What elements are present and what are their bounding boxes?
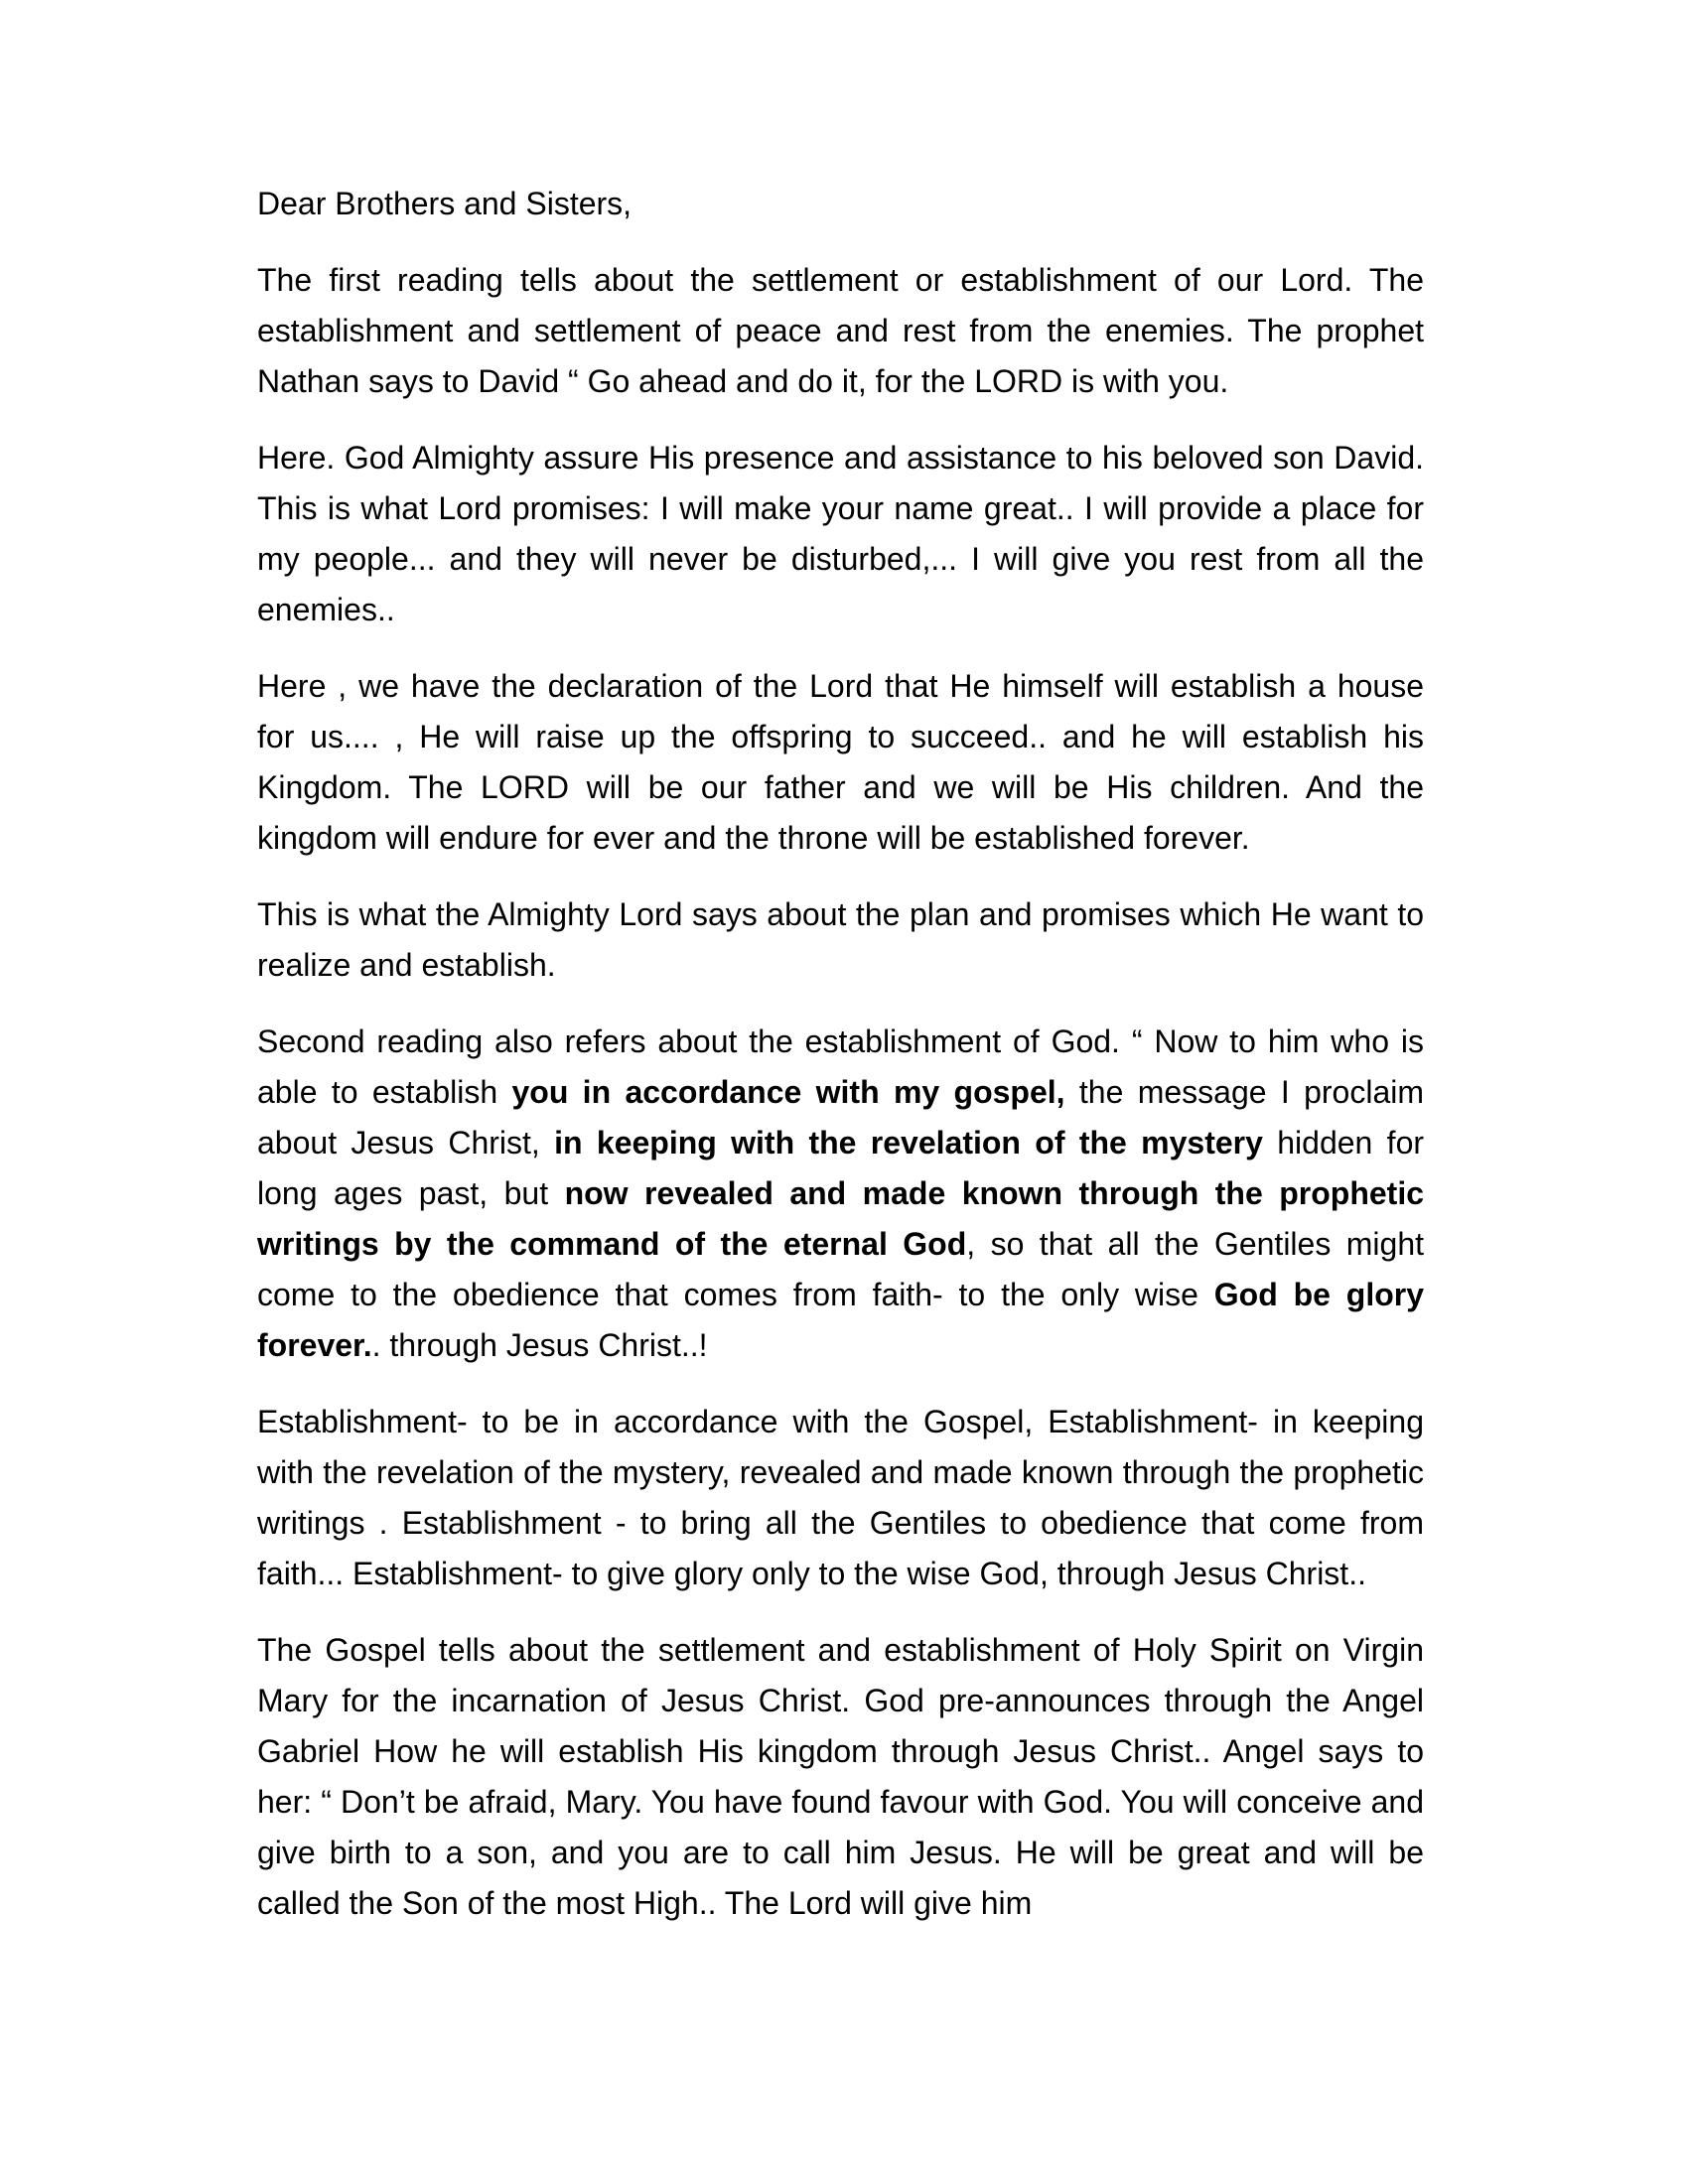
paragraph-establishment-list: Establishment- to be in accordance with the Gospel, Establishment- in keeping with the revelation of the mystery, revealed and made known through the prophetic writings . Establishment - to bring all the Gentiles to obedience that come from faith... Establishment- to give glory only to the wise God, through Jesus Christ.. — [257, 1404, 1424, 1591]
text-run: Second reading also refers about the establishment of God. “ Now to him who is able to establish — [257, 1024, 1424, 1110]
bold-run: now revealed and made known through the prophetic writings by the command of the eternal God — [257, 1175, 1425, 1262]
bold-run: you in accordance with my gospel, — [511, 1074, 1065, 1110]
text-run: hidden for long ages past, but — [257, 1125, 1425, 1211]
text-run: , so that all the Gentiles might come to the obedience that comes from faith- to the only wise — [257, 1226, 1425, 1312]
document-body — [257, 179, 1424, 1955]
text-run: . through Jesus Christ..! — [371, 1327, 708, 1363]
paragraph-gospel: The Gospel tells about the settlement and establishment of Holy Spirit on Virgin Mary for the incarnation of Jesus Christ. God pre-announces through the Angel Gabriel How he will establish His kingdom through Jesus Christ.. Angel says to her: “ Don’t be afraid, Mary. You have found favour with God. You will conceive and give birth to a son, and you are to call him Jesus. He will be great and will be called the Son of the most High.. The Lord will give him — [257, 1632, 1424, 1921]
paragraph-god-promises: Here. God Almighty assure His presence and assistance to his beloved son David. This is what Lord promises: I will make your name great.. I will provide a place for my people... and they will never be disturbed,... I will give you rest from all the enemies.. — [257, 440, 1424, 627]
paragraph-second-reading — [257, 1017, 1424, 1371]
bold-run: in keeping with the revelation of the mystery — [554, 1125, 1263, 1160]
paragraph-first-reading: The first reading tells about the settlement or establishment of our Lord. The establishment and settlement of peace and rest from the enemies. The prophet Nathan says to David “ Go ahead and do it, for the LORD is with you. — [257, 262, 1424, 399]
salutation: Dear Brothers and Sisters, — [257, 186, 633, 221]
bold-run: God be glory forever. — [257, 1277, 1425, 1363]
text-run: the message I proclaim about Jesus Christ, — [257, 1074, 1425, 1160]
paragraph-plan-promises: This is what the Almighty Lord says about the plan and promises which He want to realize and establish. — [257, 896, 1424, 983]
paragraph-declaration: Here , we have the declaration of the Lord that He himself will establish a house for us.... , He will raise up the offspring to succeed.. and he will establish his Kingdom. The LORD will be our father and we will be His children. And the kingdom will endure for ever and the throne will be established forever. — [257, 668, 1424, 856]
